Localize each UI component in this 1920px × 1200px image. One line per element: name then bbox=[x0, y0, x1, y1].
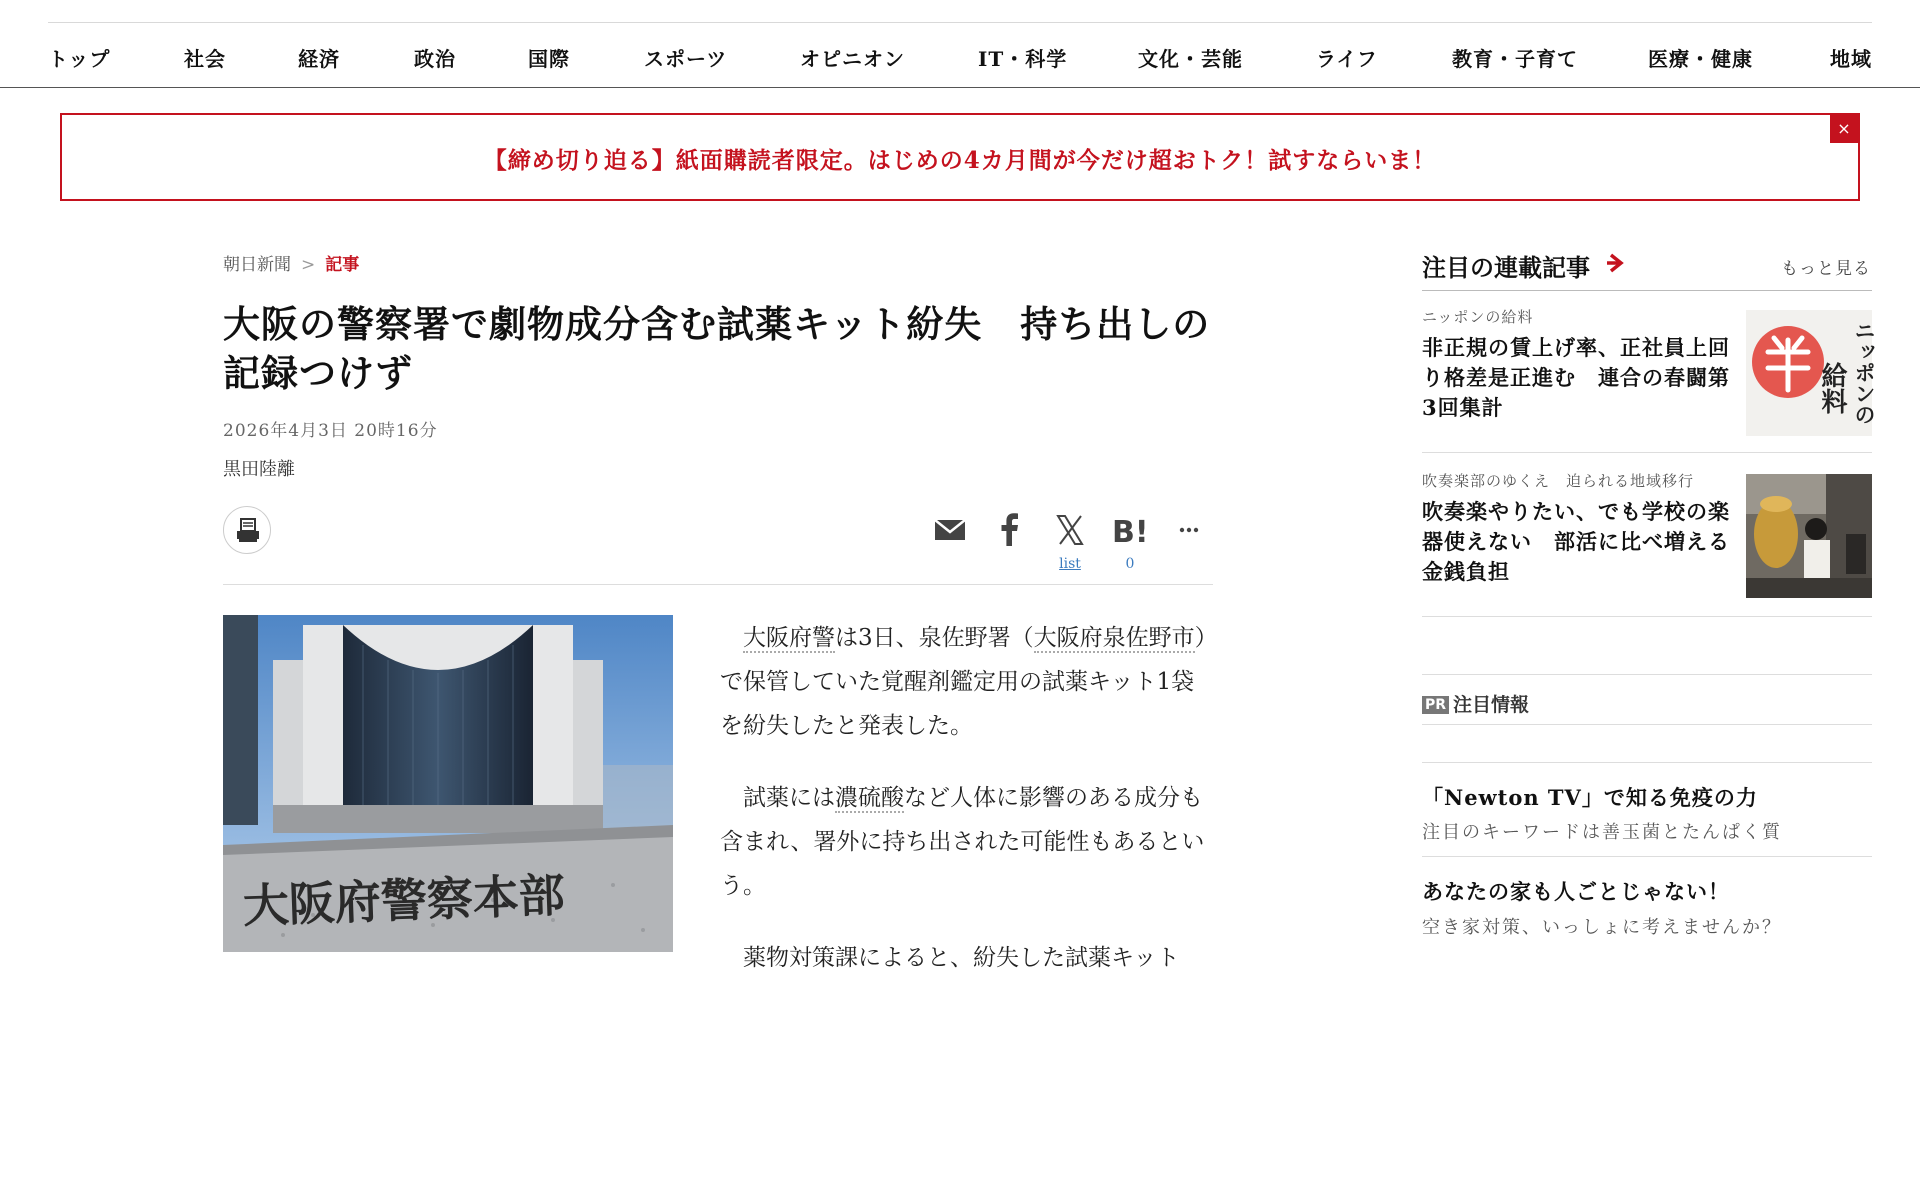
share-x-button[interactable] bbox=[1050, 512, 1090, 548]
series-thumbnail[interactable] bbox=[1746, 474, 1872, 598]
share-mail-button[interactable] bbox=[930, 512, 970, 548]
nav-item-culture[interactable]: 文化・芸能 bbox=[1138, 47, 1243, 71]
series-kicker[interactable]: 吹奏楽部のゆくえ 迫られる地域移行 bbox=[1422, 472, 1695, 490]
share-x-label[interactable]: list bbox=[1059, 556, 1081, 572]
sidebar-item-divider bbox=[1422, 452, 1872, 453]
police-headquarters-photo bbox=[223, 615, 673, 952]
article-photo[interactable] bbox=[223, 615, 673, 952]
sidebar-divider bbox=[1422, 290, 1872, 291]
series-article-title[interactable]: 非正規の賃上げ率、正社員上回り格差是正進む 連合の春闘第3回集計 bbox=[1422, 335, 1730, 420]
thumb-text-2: 給料 bbox=[1817, 362, 1847, 414]
nav-item-society[interactable]: 社会 bbox=[184, 47, 226, 71]
share-hatena-count: 0 bbox=[1125, 556, 1135, 572]
article-paragraph-3: 薬物対策課によると、紛失した試薬キット bbox=[743, 945, 1180, 971]
article-paragraph-1 bbox=[720, 616, 1210, 748]
brass-band-photo bbox=[1746, 474, 1872, 598]
pr-item-divider bbox=[1422, 856, 1872, 857]
top-navigation bbox=[48, 22, 1872, 88]
facebook-icon bbox=[990, 512, 1030, 548]
share-facebook-button[interactable] bbox=[990, 512, 1030, 548]
promo-text[interactable]: 【締め切り迫る】紙面購読者限定。はじめの4カ月間が今だけ超おトク！試すならいま！ bbox=[483, 147, 1437, 174]
close-icon[interactable]: × bbox=[1830, 115, 1858, 143]
share-divider bbox=[223, 584, 1213, 585]
promo-banner[interactable] bbox=[60, 113, 1860, 201]
nav-divider bbox=[0, 87, 1920, 88]
pr-divider bbox=[1422, 724, 1872, 725]
nav-item-health[interactable]: 医療・健康 bbox=[1648, 47, 1753, 71]
nav-item-politics[interactable]: 政治 bbox=[414, 47, 456, 71]
series-thumbnail[interactable] bbox=[1746, 310, 1876, 436]
breadcrumb-home[interactable]: 朝日新聞 bbox=[223, 255, 291, 275]
nav-item-top[interactable]: トップ bbox=[48, 47, 111, 71]
print-button[interactable] bbox=[223, 506, 271, 554]
article-author[interactable]: 黒田陸離 bbox=[223, 459, 295, 480]
nav-item-region[interactable]: 地域 bbox=[1830, 47, 1872, 71]
nav-item-life[interactable]: ライフ bbox=[1316, 47, 1378, 71]
arrow-right-icon[interactable] bbox=[1605, 250, 1629, 276]
x-logo-icon bbox=[1050, 512, 1090, 548]
p2-text-a: 試薬には bbox=[743, 785, 835, 811]
p2-text-c: など人体に影響のある成分も含まれ、署外に持ち出された可能性もあるという。 bbox=[720, 785, 1205, 899]
sidebar-item-divider bbox=[1422, 616, 1872, 617]
thumb-text-1: ニッポンの bbox=[1852, 320, 1876, 425]
mail-icon bbox=[930, 512, 970, 548]
share-more-button[interactable] bbox=[1170, 512, 1210, 548]
breadcrumb-separator: > bbox=[301, 255, 316, 275]
p1-text-b: は3日、泉佐野署（ bbox=[835, 625, 1034, 651]
more-dots-icon bbox=[1170, 512, 1210, 548]
pr-item-subtitle[interactable]: 空き家対策、いっしょに考えませんか？ bbox=[1422, 917, 1782, 938]
nav-item-sports[interactable]: スポーツ bbox=[644, 47, 728, 71]
p1-text-d: ）で保管していた覚醒剤鑑定用の試薬キット1袋を紛失したと発表した。 bbox=[720, 625, 1207, 739]
nav-item-economy[interactable]: 経済 bbox=[298, 47, 340, 71]
article-date: 2026年4月3日 20時16分 bbox=[223, 421, 438, 441]
series-kicker[interactable]: ニッポンの給料 bbox=[1422, 308, 1534, 326]
printer-icon bbox=[224, 507, 272, 555]
pr-item-divider bbox=[1422, 762, 1872, 763]
salary-series-logo bbox=[1746, 310, 1876, 436]
pr-divider-top bbox=[1422, 674, 1872, 675]
headline-line-2: 記録つけず bbox=[223, 351, 413, 395]
nav-item-education[interactable]: 教育・子育て bbox=[1452, 47, 1578, 71]
pr-item-subtitle[interactable]: 注目のキーワードは善玉菌とたんぱく質 bbox=[1422, 822, 1782, 843]
hatena-bookmark-icon bbox=[1110, 512, 1150, 548]
article-paragraph-2 bbox=[720, 776, 1210, 908]
keyword-sulfuric-acid[interactable]: 濃硫酸 bbox=[835, 785, 904, 811]
pr-badge: PR bbox=[1422, 696, 1449, 714]
keyword-izumisano[interactable]: 大阪府泉佐野市 bbox=[1033, 625, 1195, 651]
sidebar-heading[interactable]: 注目の連載記事 bbox=[1422, 254, 1590, 282]
pr-heading-label: 注目情報 bbox=[1453, 694, 1530, 716]
headline-line-1: 大阪の警察署で劇物成分含む試薬キット紛失 持ち出しの bbox=[223, 302, 1211, 346]
pr-item-title[interactable]: あなたの家も人ごとじゃない！ bbox=[1422, 879, 1730, 904]
nav-item-opinion[interactable]: オピニオン bbox=[800, 47, 905, 71]
breadcrumb-current: 記事 bbox=[325, 255, 360, 275]
keyword-osaka-police[interactable]: 大阪府警 bbox=[743, 625, 835, 651]
photo-sign-text: 大阪府警察本部 bbox=[241, 867, 566, 934]
article-body bbox=[720, 616, 1210, 971]
article-headline bbox=[223, 300, 1213, 398]
pr-item-title[interactable]: 「Newton TV」で知る免疫の力 bbox=[1422, 785, 1758, 810]
svg-text:B!: B! bbox=[1112, 515, 1149, 550]
series-article-title[interactable]: 吹奏楽やりたい、でも学校の楽器使えない 部活に比べ増える金銭負担 bbox=[1422, 499, 1730, 584]
pr-heading bbox=[1422, 690, 1529, 717]
nav-item-it-science[interactable]: IT・科学 bbox=[978, 47, 1068, 71]
share-hatena-button[interactable] bbox=[1110, 512, 1150, 548]
see-more-link[interactable]: もっと見る bbox=[1781, 259, 1871, 279]
nav-item-international[interactable]: 国際 bbox=[528, 47, 570, 71]
breadcrumb bbox=[223, 250, 359, 275]
